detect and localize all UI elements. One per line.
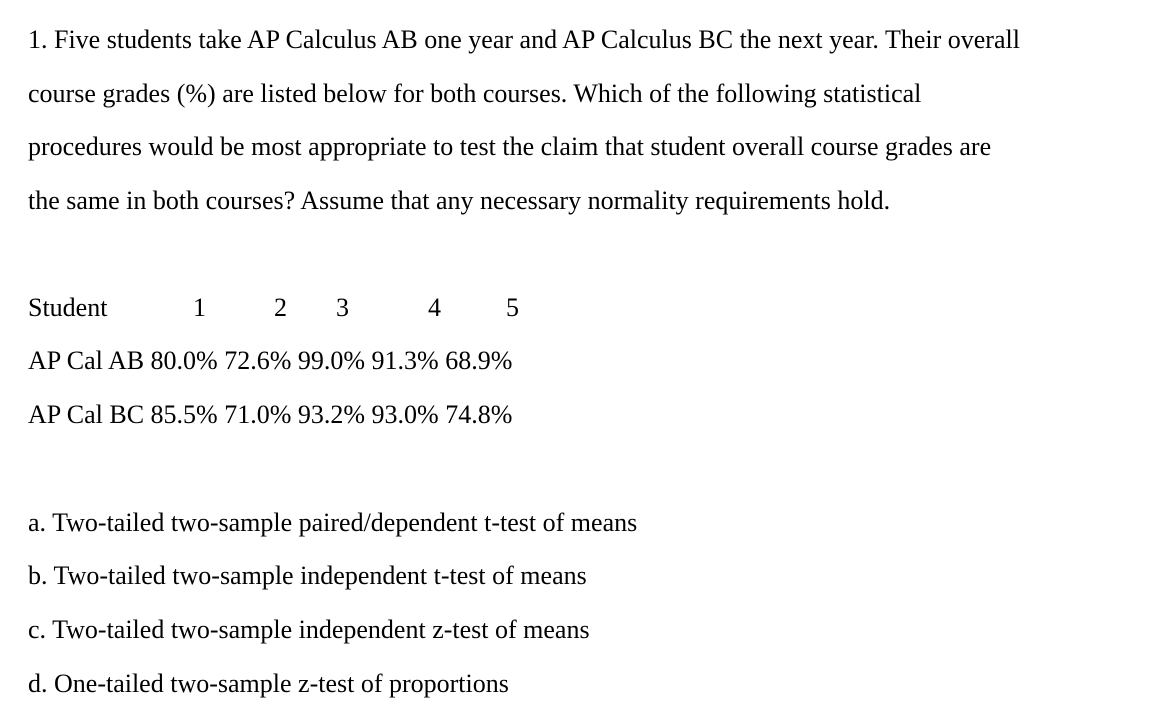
student-header-label: Student [28, 293, 108, 322]
student-number: 3 [336, 293, 349, 322]
option-a: a. Two-tailed two-sample paired/dependent t-test of means [28, 508, 638, 537]
student-number: 2 [274, 293, 287, 322]
question-line-1: 1. Five students take AP Calculus AB one year and AP Calculus BC the next year. Their overall [28, 25, 1020, 54]
question-line-2: course grades (%) are listed below for both courses. Which of the following statistical [28, 79, 922, 108]
student-number: 1 [193, 293, 206, 322]
option-b: b. Two-tailed two-sample independent t-test of means [28, 561, 587, 590]
question-line-3: procedures would be most appropriate to test the claim that student overall course grades are [28, 132, 992, 161]
student-number: 4 [428, 293, 441, 322]
table-row-ap-cal-ab: AP Cal AB 80.0% 72.6% 99.0% 91.3% 68.9% [28, 346, 513, 375]
option-c: c. Two-tailed two-sample independent z-test of means [28, 615, 590, 644]
table-row-ap-cal-bc: AP Cal BC 85.5% 71.0% 93.2% 93.0% 74.8% [28, 400, 513, 429]
option-d: d. One-tailed two-sample z-test of proportions [28, 669, 509, 698]
question-line-4: the same in both courses? Assume that any necessary normality requirements hold. [28, 186, 891, 215]
student-number: 5 [506, 293, 519, 322]
